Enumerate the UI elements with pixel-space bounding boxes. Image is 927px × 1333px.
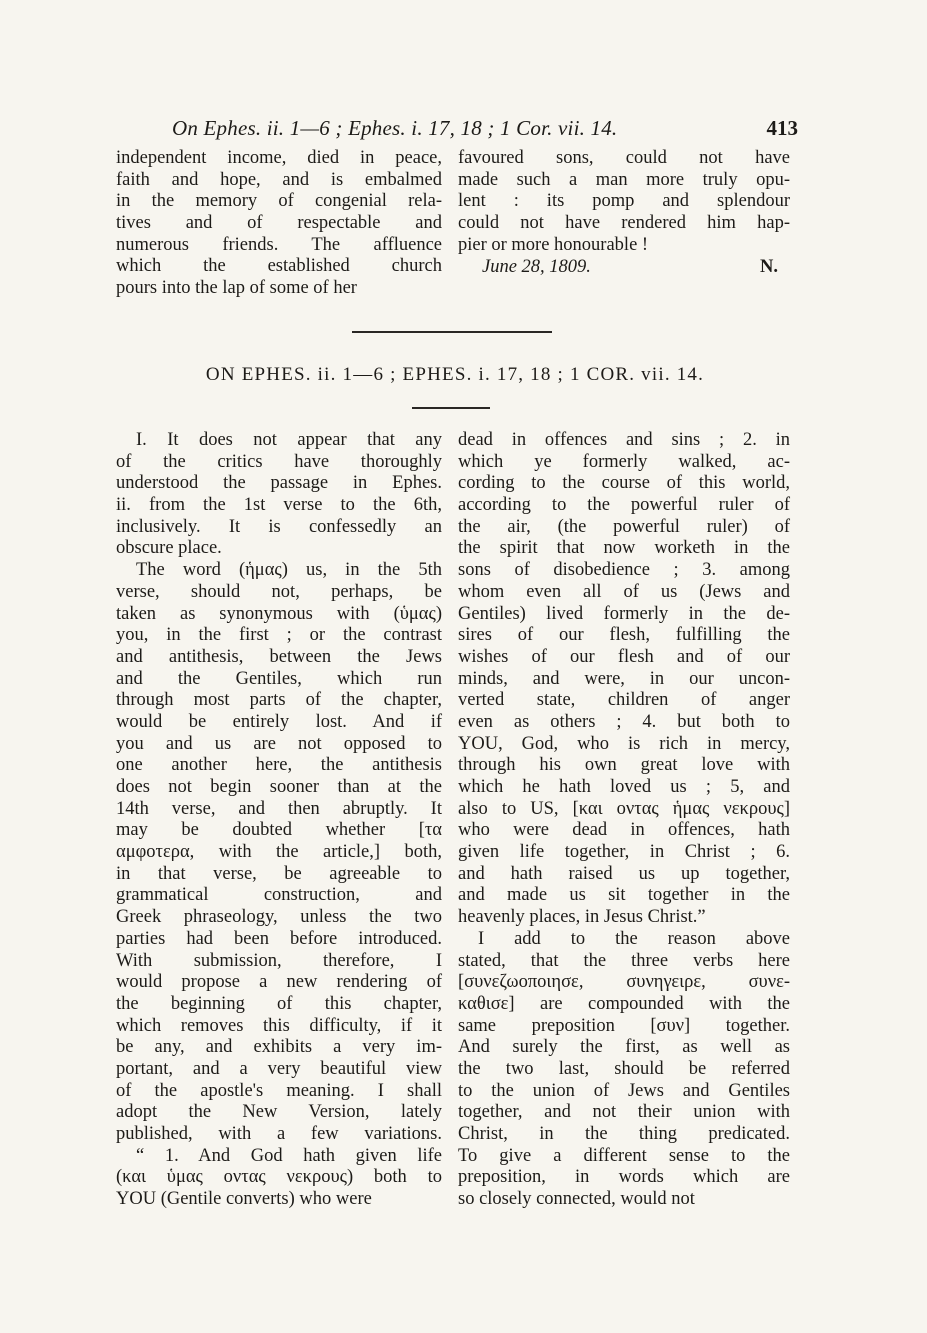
- article-date: June 28, 1809.: [482, 256, 591, 277]
- previous-article-left-column: [116, 148, 442, 300]
- text-line: Gentiles) lived formerly in the de-: [458, 603, 790, 624]
- section-divider-rule: [352, 331, 552, 333]
- text-line: which he hath loved us ; 5, and: [458, 777, 790, 797]
- text-line: one another here, the antithesis: [116, 755, 442, 776]
- text-line: I add to the reason above: [478, 928, 790, 949]
- text-line: and hath raised us up together,: [458, 863, 790, 884]
- text-line: which ye formerly walked, ac-: [458, 451, 790, 472]
- text-line: grammatical construction, and: [116, 885, 442, 906]
- text-line: taken as synonymous with (ὑμας): [116, 603, 442, 624]
- text-line: And surely the first, as well as: [458, 1037, 790, 1058]
- text-line: obscure place.: [116, 538, 222, 559]
- text-line: [συνεζωοποιησε, συνηγειρε, συνε-: [458, 972, 790, 993]
- running-head-title: On Ephes. ii. 1—6 ; Ephes. i. 17, 18 ; 1 Cor. vii. 14.: [172, 116, 618, 140]
- previous-article-right-column: [458, 148, 790, 256]
- previous-article-closing: [458, 257, 790, 279]
- text-line: (και ὑμας οντας νεκρους) both to: [116, 1167, 442, 1188]
- text-line: wishes of our flesh and of our: [458, 646, 790, 667]
- text-line: of the critics have thoroughly: [116, 451, 442, 472]
- text-line: Christ, in the thing predicated.: [458, 1124, 790, 1144]
- text-line: in that verse, be agreeable to: [116, 863, 442, 884]
- text-line: sons of disobedience ; 3. among: [458, 560, 790, 581]
- article-left-column: [116, 430, 442, 1211]
- dateline: [458, 257, 790, 279]
- text-line: the spirit that now worketh in the: [458, 538, 790, 559]
- text-line: according to the powerful ruler of: [458, 495, 790, 516]
- text-line: dead in offences and sins ; 2. in: [458, 430, 790, 450]
- text-line: lent : its pomp and splendour: [458, 191, 790, 212]
- text-line: would propose a new rendering of: [116, 972, 442, 993]
- text-line: together, and not their union with: [458, 1102, 790, 1123]
- text-line: so closely connected, would not: [458, 1189, 695, 1210]
- text-line: The word (ἡμας) us, in the 5th: [136, 560, 442, 581]
- text-line: does not begin sooner than at the: [116, 777, 442, 797]
- text-line: adopt the New Version, lately: [116, 1102, 442, 1123]
- text-line: and the Gentiles, which run: [116, 668, 442, 689]
- text-line: be any, and exhibits a very im-: [116, 1037, 442, 1058]
- text-line: which the established church: [116, 256, 442, 277]
- text-line: heavenly places, in Jesus Christ.”: [458, 907, 706, 928]
- text-line: cording to the course of this world,: [458, 473, 790, 494]
- page-number: 413: [766, 116, 798, 140]
- article-right-column: [458, 430, 790, 1211]
- heading-underline-rule: [412, 407, 490, 409]
- text-line: understood the passage in Ephes.: [116, 473, 442, 494]
- text-line: parties had been before introduced.: [116, 928, 442, 949]
- text-line: καθισε] are compounded with the: [458, 993, 790, 1014]
- text-line: would be entirely lost. And if: [116, 711, 442, 732]
- text-line: published, with a few variations.: [116, 1124, 442, 1144]
- text-line: faith and hope, and is embalmed: [116, 169, 442, 190]
- text-line: αμφοτερα, with the article,] both,: [116, 842, 442, 863]
- text-line: of the apostle's meaning. I shall: [116, 1080, 442, 1101]
- text-line: the air, (the powerful ruler) of: [458, 516, 790, 537]
- text-line: the two last, should be referred: [458, 1058, 790, 1079]
- text-line: you and us are not opposed to: [116, 733, 442, 754]
- text-line: even as others ; 4. but both to: [458, 711, 790, 732]
- text-line: the beginning of this chapter,: [116, 993, 442, 1014]
- text-line: pours into the lap of some of her: [116, 278, 357, 299]
- text-line: pier or more honourable !: [458, 234, 649, 255]
- text-line: preposition, in words which are: [458, 1167, 790, 1188]
- text-line: verted state, children of anger: [458, 690, 790, 711]
- text-line: I. It does not appear that any: [136, 430, 442, 450]
- text-line: made such a man more truly opu-: [458, 169, 790, 190]
- text-line: tives and of respectable and: [116, 213, 442, 234]
- text-line: same preposition [συν] together.: [458, 1015, 790, 1036]
- section-heading: ON EPHES. ii. 1—6 ; EPHES. i. 17, 18 ; 1 COR. vii. 14.: [205, 364, 705, 385]
- text-line: inclusively. It is confessedly an: [116, 516, 442, 537]
- text-line: may be doubted whether [τα: [116, 820, 442, 841]
- text-line: ii. from the 1st verse to the 6th,: [116, 495, 442, 516]
- text-line: through most parts of the chapter,: [116, 690, 442, 711]
- text-line: YOU (Gentile converts) who were: [116, 1189, 372, 1210]
- running-head: [172, 116, 798, 142]
- text-line: to the union of Jews and Gentiles: [458, 1080, 790, 1101]
- text-line: Greek phraseology, unless the two: [116, 907, 442, 928]
- text-line: given life together, in Christ ; 6.: [458, 842, 790, 863]
- text-line: who were dead in offences, hath: [458, 820, 790, 841]
- text-line: and antithesis, between the Jews: [116, 646, 442, 667]
- text-line: and made us sit together in the: [458, 885, 790, 906]
- text-line: could not have rendered him hap-: [458, 213, 790, 234]
- text-line: “ 1. And God hath given life: [136, 1145, 442, 1166]
- text-line: YOU, God, who is rich in mercy,: [458, 733, 790, 754]
- author-signature: N.: [760, 256, 778, 277]
- text-line: 14th verse, and then abruptly. It: [116, 798, 442, 819]
- text-line: independent income, died in peace,: [116, 148, 442, 168]
- text-line: minds, and were, in our uncon-: [458, 668, 790, 689]
- text-line: portant, and a very beautiful view: [116, 1058, 442, 1079]
- text-line: verse, should not, perhaps, be: [116, 581, 442, 602]
- text-line: sires of our flesh, fulfilling the: [458, 625, 790, 646]
- text-line: favoured sons, could not have: [458, 148, 790, 168]
- text-line: With submission, therefore, I: [116, 950, 442, 971]
- text-line: in the memory of congenial rela-: [116, 191, 442, 212]
- text-line: you, in the first ; or the contrast: [116, 625, 442, 646]
- text-line: whom even all of us (Jews and: [458, 581, 790, 602]
- text-line: To give a different sense to the: [458, 1145, 790, 1166]
- text-line: through his own great love with: [458, 755, 790, 776]
- text-line: numerous friends. The affluence: [116, 234, 442, 255]
- text-line: also to US, [και οντας ἡμας νεκρους]: [458, 798, 790, 819]
- text-line: which removes this difficulty, if it: [116, 1015, 442, 1036]
- text-line: stated, that the three verbs here: [458, 950, 790, 971]
